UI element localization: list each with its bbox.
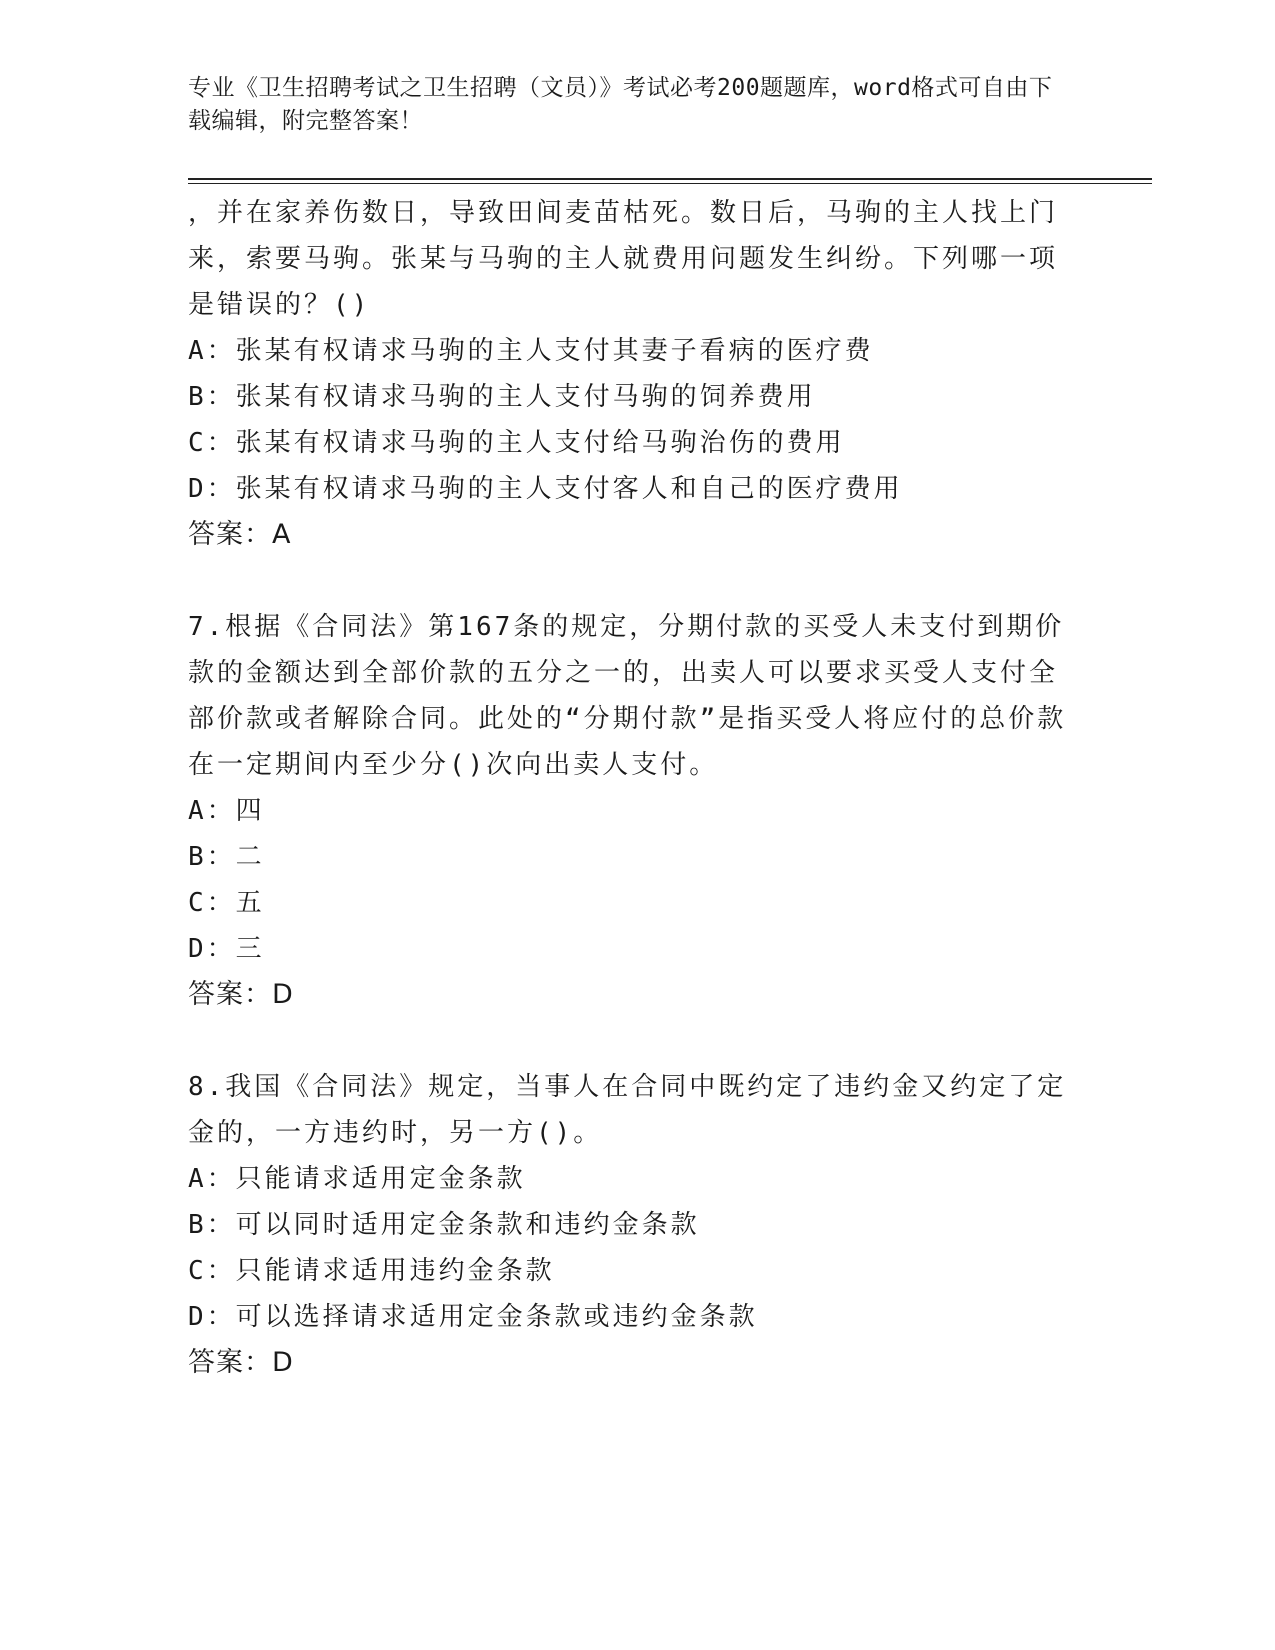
question-7 — [188, 604, 1068, 1018]
option-b: B：张某有权请求马驹的主人支付马驹的饲养费用 — [188, 382, 816, 412]
option-c: C：只能请求适用违约金条款 — [188, 1256, 555, 1286]
option-c: C：张某有权请求马驹的主人支付给马驹治伤的费用 — [188, 428, 845, 458]
answer-line: 答案：D — [188, 1347, 294, 1378]
question-stem: 8.我国《合同法》规定，当事人在合同中既约定了违约金又约定了定金的，一方违约时，另一方()。 — [188, 1072, 1067, 1148]
option-b: B：可以同时适用定金条款和违约金条款 — [188, 1210, 700, 1240]
page-header: 专业《卫生招聘考试之卫生招聘（文员）》考试必考200题题库，word格式可自由下载编辑，附完整答案！ — [188, 75, 1053, 134]
option-d: D：可以选择请求适用定金条款或违约金条款 — [188, 1302, 758, 1332]
option-d: D：张某有权请求马驹的主人支付客人和自己的医疗费用 — [188, 474, 903, 504]
option-c: C：五 — [188, 888, 265, 918]
answer-line: 答案：A — [188, 519, 292, 550]
question-8 — [188, 1064, 1068, 1386]
option-d: D：三 — [188, 934, 265, 964]
option-b: B：二 — [188, 842, 265, 872]
option-a: A：四 — [188, 796, 265, 826]
question-stem: 7.根据《合同法》第167条的规定，分期付款的买受人未支付到期价款的金额达到全部价款的五分之一的，出卖人可以要求买受人支付全部价款或者解除合同。此处的“分期付款”是指买受人将应付的总价款在一定期间内至少分()次向出卖人支付。 — [188, 612, 1067, 780]
question-list — [188, 190, 1068, 1386]
question-6-continued — [188, 190, 1068, 558]
answer-line: 答案：D — [188, 979, 294, 1010]
option-a: A：只能请求适用定金条款 — [188, 1164, 526, 1194]
header-divider — [188, 178, 1152, 184]
option-a: A：张某有权请求马驹的主人支付其妻子看病的医疗费 — [188, 336, 874, 366]
question-stem: ，并在家养伤数日，导致田间麦苗枯死。数日后，马驹的主人找上门来，索要马驹。张某与马驹的主人就费用问题发生纠纷。下列哪一项是错误的？() — [188, 198, 1059, 320]
